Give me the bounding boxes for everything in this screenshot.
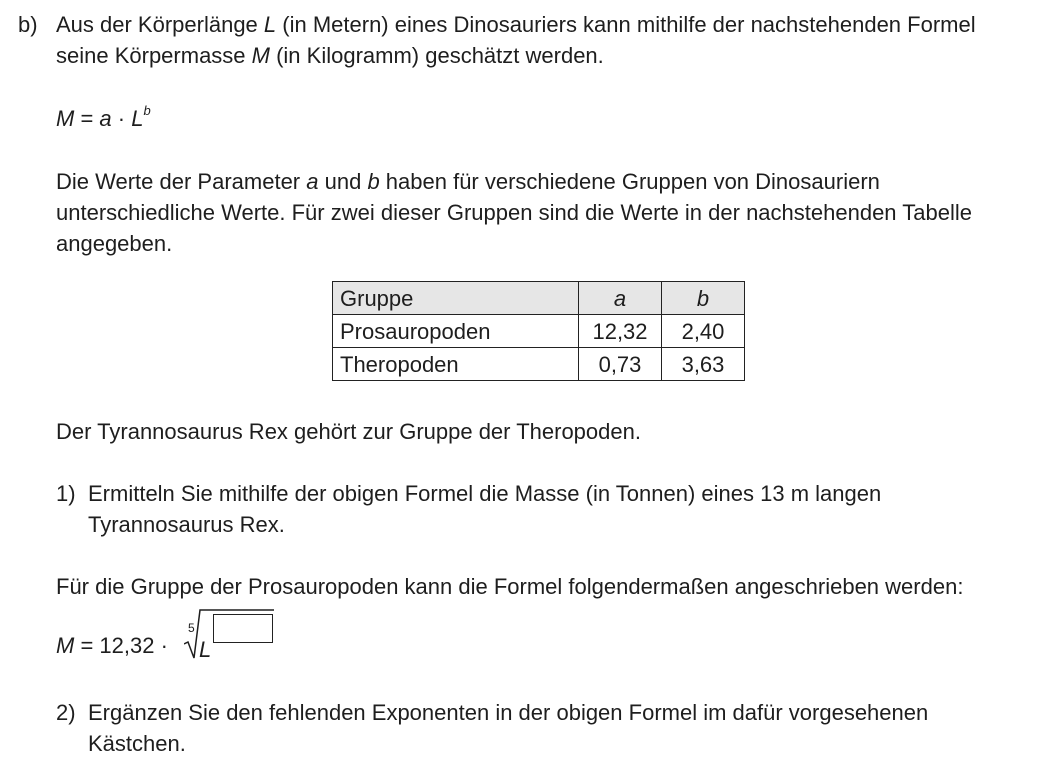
intro-paragraph xyxy=(56,9,1020,71)
mass-formula xyxy=(56,103,1020,134)
parameter-table xyxy=(332,281,745,381)
task2-number: 2) xyxy=(56,700,76,725)
cell-b: 2,40 xyxy=(662,315,745,348)
part-label: b) xyxy=(18,12,38,37)
cell-b: 3,63 xyxy=(662,348,745,381)
header-b-text: b xyxy=(696,285,710,311)
param-a: a xyxy=(306,169,319,194)
cell-a: 0,73 xyxy=(579,348,662,381)
formula-dot: · xyxy=(111,106,132,131)
var-M: M xyxy=(251,43,270,68)
root-formula xyxy=(56,630,168,670)
formula-eq: = xyxy=(74,106,100,131)
prosauropod-sentence: Für die Gruppe der Prosauropoden kann die Formel folgendermaßen angeschrieben werden: xyxy=(56,574,964,599)
task1-text: Ermitteln Sie mithilfe der obigen Formel die Masse (in Tonnen) eines 13 m langen Tyrannosaurus Rex. xyxy=(88,481,882,537)
params-text-3: haben für verschiedene Gruppen von Dinosauriern unterschiedliche Werte. Für zwei dieser Gruppen sind die Werte in der nachstehenden Tabelle angegeben. xyxy=(56,169,972,256)
radicand: L xyxy=(199,637,212,662)
formula-exp: b xyxy=(143,102,151,118)
formula-base: L xyxy=(131,106,144,131)
param-b: b xyxy=(367,169,380,194)
var-L: L xyxy=(263,12,277,37)
table-header-row xyxy=(333,282,745,315)
cell-group: Theropoden xyxy=(333,348,579,381)
task1-number: 1) xyxy=(56,481,76,506)
header-a xyxy=(579,282,662,315)
table-row xyxy=(333,348,745,381)
intro-text-1: Aus der Körperlänge xyxy=(56,12,264,37)
trex-sentence: Der Tyrannosaurus Rex gehört zur Gruppe der Theropoden. xyxy=(56,419,641,444)
table-row xyxy=(333,315,745,348)
task2-text: Ergänzen Sie den fehlenden Exponenten in der obigen Formel im dafür vorgesehenen Kästchen. xyxy=(88,700,929,756)
cell-group: Prosauropoden xyxy=(333,315,579,348)
exponent-answer-box[interactable] xyxy=(213,614,273,643)
params-text-1: Die Werte der Parameter xyxy=(56,169,307,194)
params-text-2: und xyxy=(318,169,368,194)
header-b xyxy=(662,282,745,315)
cell-a: 12,32 xyxy=(579,315,662,348)
intro-text-3: (in Kilogramm) geschätzt werden. xyxy=(269,43,604,68)
root-formula-rest: = 12,32 · xyxy=(74,633,168,658)
root-index: 5 xyxy=(188,621,195,635)
header-gruppe: Gruppe xyxy=(333,282,579,315)
header-a-text: a xyxy=(613,285,627,311)
formula-a: a xyxy=(99,106,112,131)
formula-lhs: M xyxy=(56,106,75,131)
root-formula-lhs: M xyxy=(56,633,75,658)
params-paragraph xyxy=(56,166,1020,259)
intro-text-2: (in Metern) eines Dinosauriers kann mithilfe der nachstehenden Formel seine Körpermasse xyxy=(56,12,976,68)
